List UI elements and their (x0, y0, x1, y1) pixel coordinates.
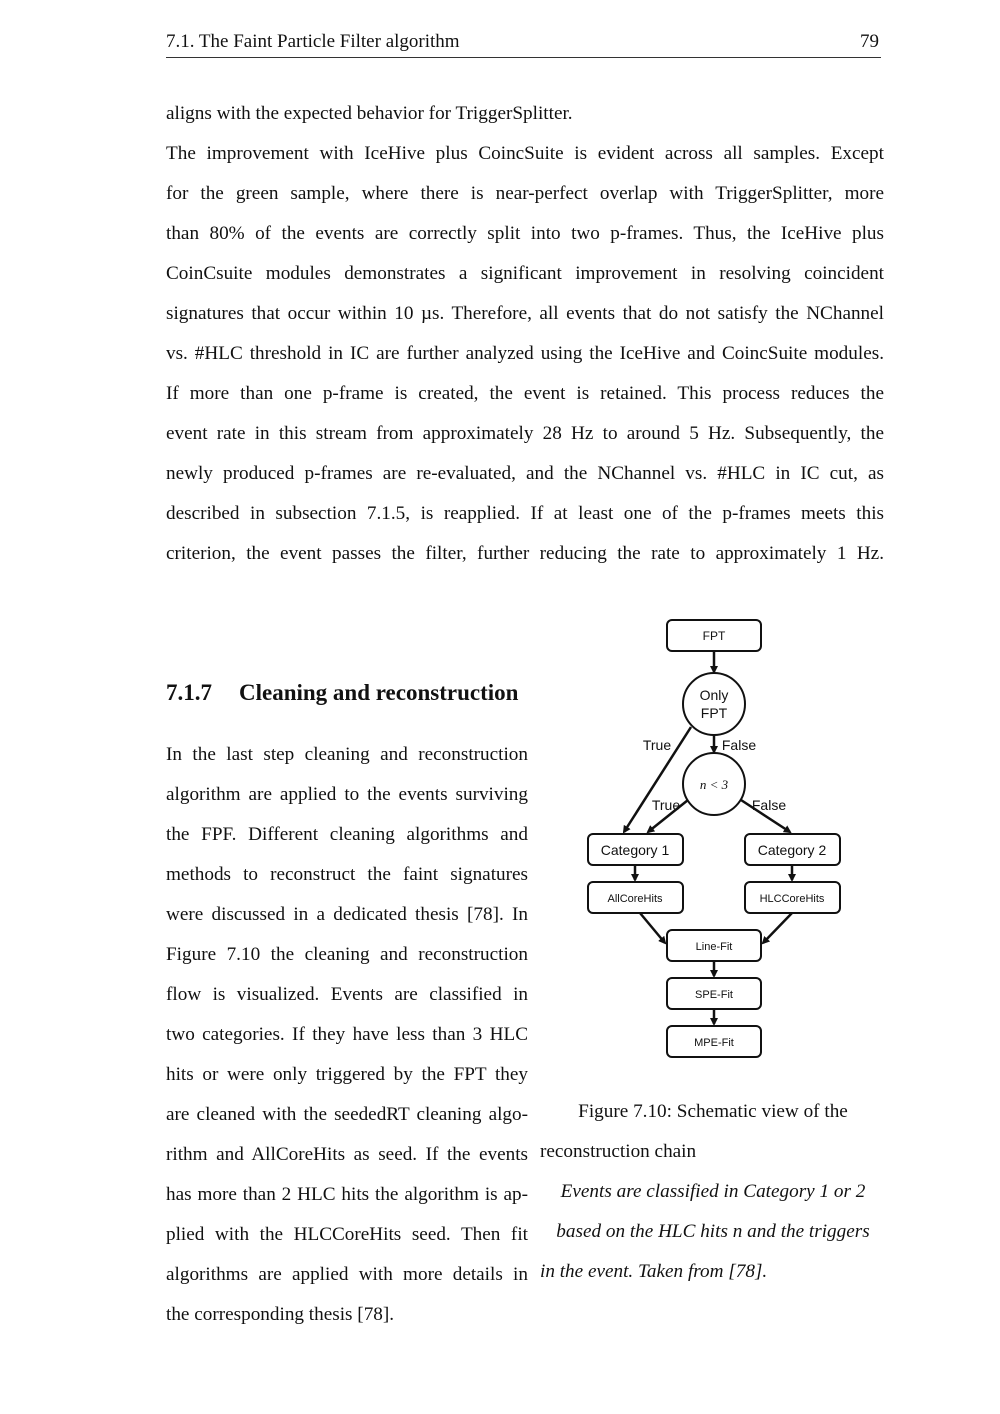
text-line: the corresponding thesis [78]. (166, 1304, 395, 1325)
text-line: The improvement with IceHive plus CoincSuite is evident across all samples. Except (166, 143, 884, 164)
node-mpe-fit-label: MPE-Fit (694, 1037, 734, 1049)
node-hlccorehits-label: HLCCoreHits (759, 893, 825, 905)
text-line: vs. #HLC threshold in IC are further analyzed using the IceHive and CoincSuite modules. (166, 343, 884, 364)
edge-all-line (640, 913, 665, 943)
edge-label-false-1: False (721, 737, 757, 753)
text-line: based on the HLC hits n and the triggers (556, 1221, 870, 1242)
text-line: hits or were only triggered by the FPT they (166, 1064, 528, 1085)
text-line: than 80% of the events are correctly split into two p-frames. Thus, the IceHive plus (166, 223, 884, 244)
text-line: were discussed in a dedicated thesis [78]. In (166, 904, 528, 925)
text-line: newly produced p-frames are re-evaluated, and the NChannel vs. #HLC in IC cut, as (166, 463, 884, 484)
node-only-fpt-label-2: FPT (700, 705, 728, 721)
section-number: 7.1.7 (166, 680, 212, 705)
text-line: event rate in this stream from approximately 28 Hz to around 5 Hz. Subsequently, the (166, 423, 884, 444)
text-line: signatures that occur within 10 µs. Therefore, all events that do not satisfy the NChannel (166, 303, 884, 324)
edge-label-true-2: True (651, 797, 681, 813)
text-line: methods to reconstruct the faint signatures (166, 864, 528, 885)
page-number: 79 (860, 31, 879, 52)
text-line: algorithm are applied to the events surviving (166, 784, 528, 805)
text-line: Figure 7.10: Schematic view of the (578, 1101, 848, 1122)
text-line: has more than 2 HLC hits the algorithm is ap- (166, 1184, 528, 1205)
text-line: aligns with the expected behavior for TriggerSplitter. (166, 103, 573, 124)
text-line: the FPF. Different cleaning algorithms and (166, 824, 528, 845)
text-line: criterion, the event passes the filter, further reducing the rate to approximately 1 Hz. (166, 543, 884, 564)
section-title: Cleaning and reconstruction (239, 680, 519, 705)
text-line: rithm and AllCoreHits as seed. If the events (166, 1144, 528, 1165)
text-line: If more than one p-frame is created, the event is retained. This process reduces the (166, 383, 884, 404)
node-category-2-label: Category 2 (757, 842, 827, 858)
edge-hlc-line (763, 913, 792, 943)
edge-label-false-2: False (751, 797, 787, 813)
text-line: In the last step cleaning and reconstruction (166, 744, 528, 765)
text-line: flow is visualized. Events are classified in (166, 984, 528, 1005)
node-category-1-label: Category 1 (600, 842, 670, 858)
node-only-fpt (683, 673, 745, 735)
text-line: two categories. If they have less than 3 HLC (166, 1024, 528, 1045)
node-spe-fit-label: SPE-Fit (695, 989, 733, 1001)
edge-label-true-1: True (642, 737, 672, 753)
text-line: reconstruction chain (540, 1141, 697, 1162)
node-line-fit-label: Line-Fit (695, 941, 733, 953)
text-line: algorithms are applied with more details in (166, 1264, 528, 1285)
text-line: Figure 7.10 the cleaning and reconstruction (166, 944, 528, 965)
node-fpt-label: FPT (702, 629, 726, 643)
text-line: for the green sample, where there is near-perfect overlap with TriggerSplitter, more (166, 183, 884, 204)
node-n-less-3-label: n < 3 (699, 777, 729, 792)
node-only-fpt-label-1: Only (699, 687, 729, 703)
text-line: CoinCsuite modules demonstrates a significant improvement in resolving coincident (166, 263, 884, 284)
node-allcorehits-label: AllCoreHits (607, 893, 663, 905)
running-header-section: 7.1. The Faint Particle Filter algorithm (166, 31, 460, 52)
text-line: are cleaned with the seededRT cleaning algo- (166, 1104, 528, 1125)
text-line: in the event. Taken from [78]. (540, 1261, 768, 1282)
text-line: plied with the HLCCoreHits seed. Then fit (166, 1224, 528, 1245)
text-line: described in subsection 7.1.5, is reapplied. If at least one of the p-frames meets this (166, 503, 884, 524)
text-line: Events are classified in Category 1 or 2 (560, 1181, 866, 1202)
